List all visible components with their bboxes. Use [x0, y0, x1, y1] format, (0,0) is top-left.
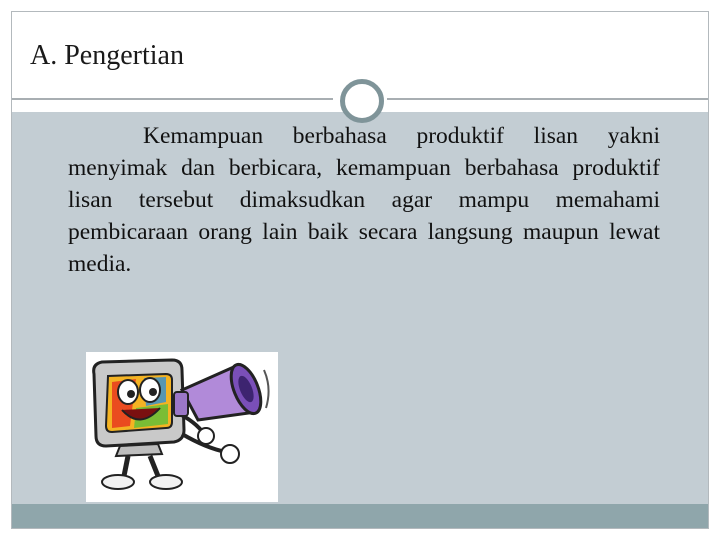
footer-bar: [12, 504, 708, 528]
body-paragraph: Kemampuan berbahasa produktif lisan yakni menyimak dan berbicara, kemampuan berbahasa produktif lisan tersebut dimaksudkan agar mampu memahami pembicaraan orang lain baik secara langsung maupun lewat media.: [68, 123, 660, 277]
circle-ornament: [340, 79, 384, 123]
slide-title: A. Pengertian: [30, 40, 184, 71]
cartoon-computer-with-megaphone-icon: [86, 352, 278, 502]
